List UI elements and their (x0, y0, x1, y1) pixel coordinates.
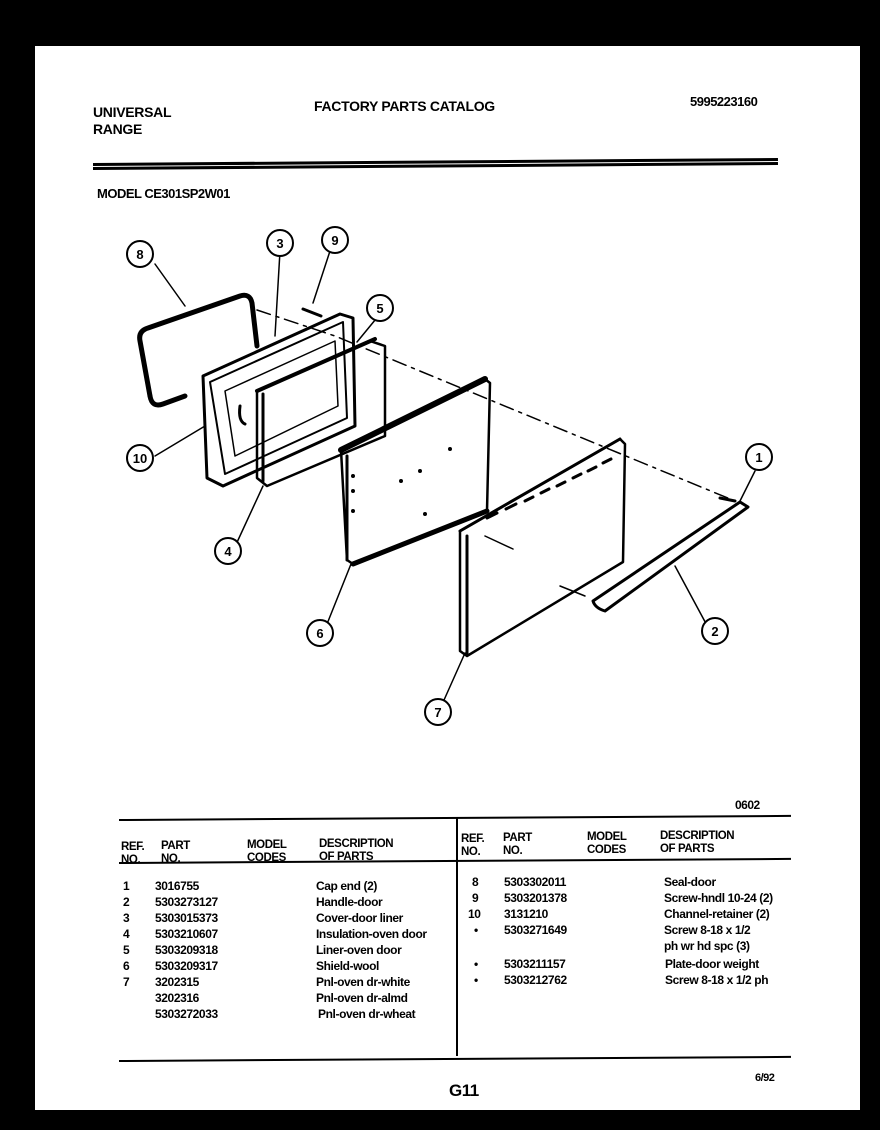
callout-10: 10 (132, 451, 148, 466)
col-header-part: PART NO. (161, 840, 190, 865)
part-2-handle (593, 502, 748, 611)
catalog-page: UNIVERSAL RANGE FACTORY PARTS CATALOG 5995223160 MODEL CE301SP2W01 8 3 9 5 10 4 6 7 1 2 0602 REF. NO. PART NO. MODEL CODES DESCRIPTION OF PARTS REF. NO. PART NO. MODEL CODES DESCRIPTION OF PARTS 1 3016755 Cap end (2) 2 5303273127 Handle-door 3 5303015373 Cover-door liner 4 5303210607 Insulation-oven door 5 5303209318 Liner-oven door 6 5303209317 Shield-wool 7 3202315 Pnl-oven dr-white 3202316 Pnl-oven dr-almd 5303272033 Pnl-oven dr-wheat 8 5303302011 Seal-door 9 5303201378 Screw-hndl 10-24 (2) 10 3131210 Channel-retainer (2) • 5303271649 Screw 8-18 x 1/2 ph wr hd spc (3) • 5303211157 Plate-door weight • 5303212762 Screw 8-18 x 1/2 ph G11 6/92 (35, 46, 860, 1110)
page-code: G11 (449, 1081, 479, 1100)
drawing-code: 0602 (735, 798, 760, 812)
model-label: MODEL CE301SP2W01 (97, 186, 230, 201)
table-rule-header (119, 858, 791, 864)
col-header-model-codes-right: MODEL CODES (587, 831, 627, 856)
exploded-parts-diagram (35, 46, 860, 806)
callout-1: 1 (755, 450, 763, 465)
callout-6: 6 (316, 626, 324, 641)
part-8-seal (140, 295, 257, 396)
part-7-panel (460, 439, 625, 656)
col-header-part-right: PART NO. (503, 832, 532, 857)
callout-9: 9 (331, 233, 339, 248)
table-rule-bottom (119, 1056, 791, 1062)
callout-3: 3 (276, 236, 284, 251)
col-header-ref: REF. NO. (121, 841, 145, 866)
table-rule-top (119, 815, 791, 821)
col-header-ref-right: REF. NO. (461, 833, 485, 858)
col-header-model-codes: MODEL CODES (247, 839, 287, 864)
page-title: FACTORY PARTS CATALOG (314, 98, 495, 114)
brand-line-1: UNIVERSAL (93, 104, 172, 120)
callout-2: 2 (711, 624, 719, 639)
col-header-description-right: DESCRIPTION OF PARTS (660, 830, 735, 855)
callout-4: 4 (224, 544, 232, 559)
callout-5: 5 (376, 301, 384, 316)
callout-7: 7 (434, 705, 442, 720)
revision-date: 6/92 (755, 1072, 775, 1084)
col-header-description: DESCRIPTION OF PARTS (319, 838, 394, 863)
table-column-divider (456, 818, 458, 1056)
callout-8: 8 (136, 247, 144, 262)
catalog-number: 5995223160 (690, 94, 758, 109)
brand-line-2: RANGE (93, 121, 143, 137)
